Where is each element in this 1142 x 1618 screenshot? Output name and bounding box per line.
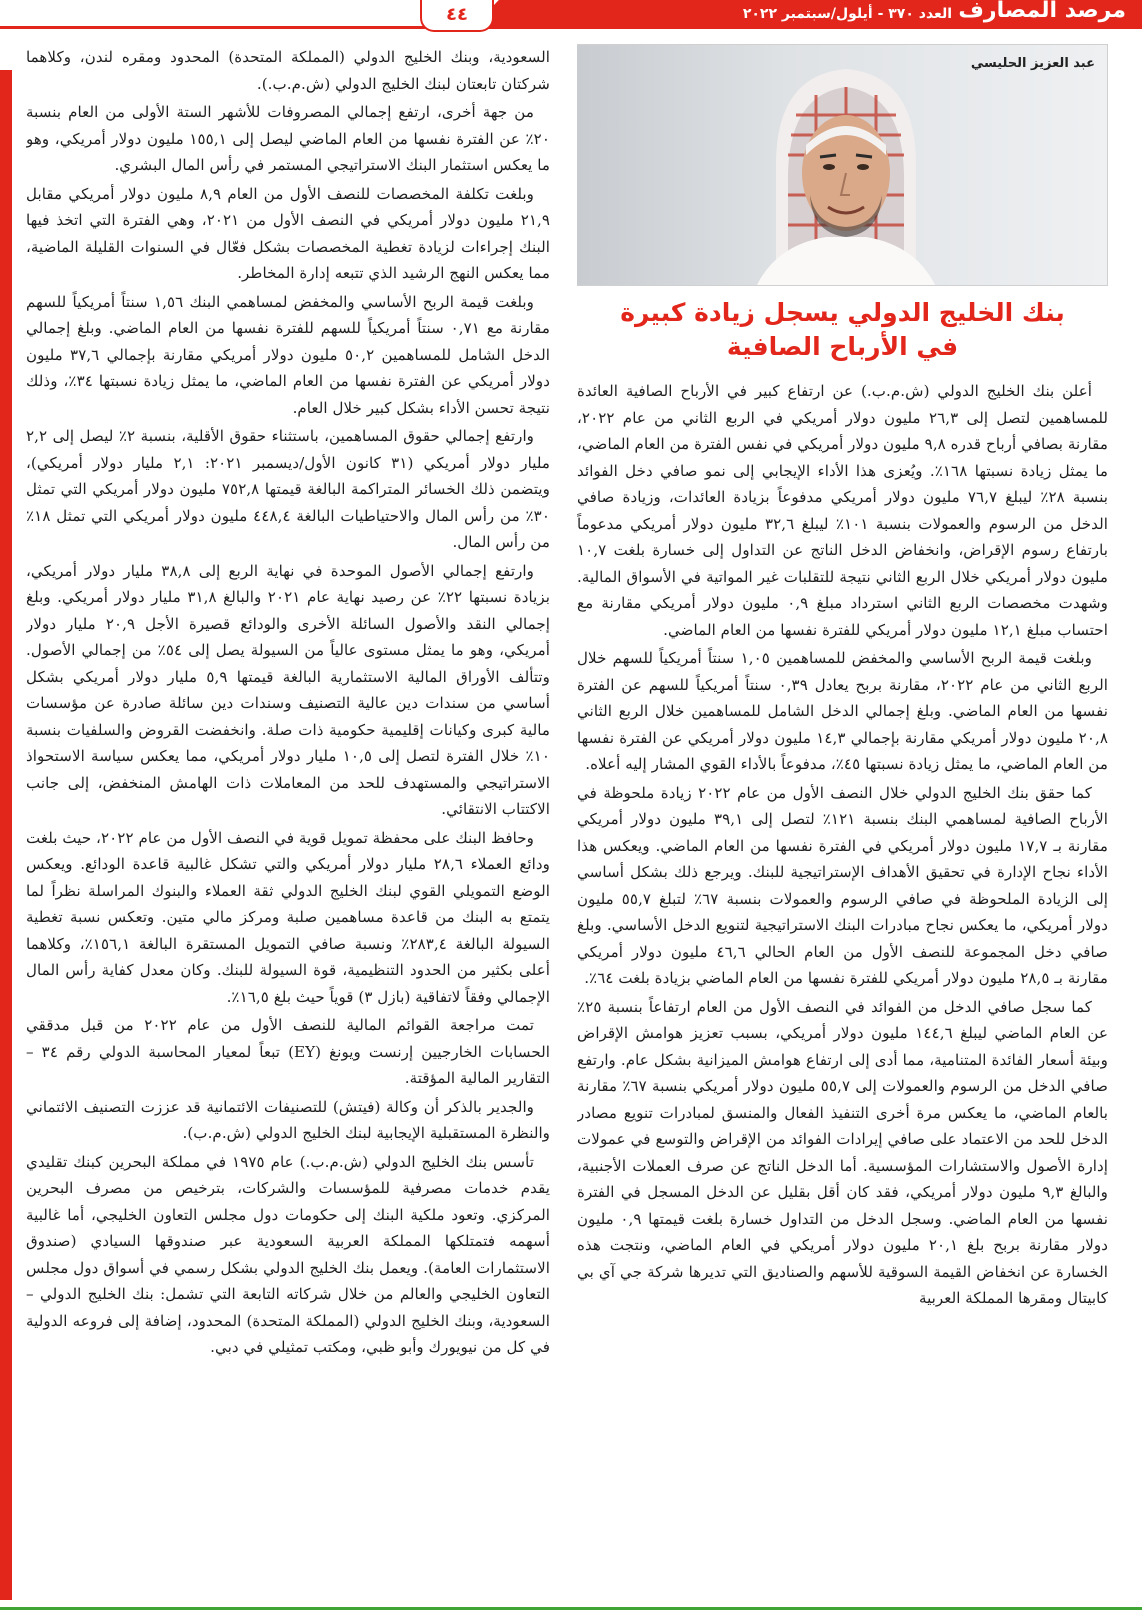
paragraph: وبلغت قيمة الربح الأساسي والمخفض لمساهمي البنك ١,٥٦ سنتاً أمريكياً للسهم مقارنة مع ٠,٧١ سنتاً أمريكياً للسهم للفترة نفسها من العام الماضي. وبلغ إجمالي الدخل الشامل للمساهمين ٥٠,٢ مليون دولار أمريكي مقارنة بإجمالي ٣٧,٦ مليون دولار أمريكي عن الفترة نفسها من العام الماضي، ما يمثل زيادة نسبتها ٣٤٪، وذلك نتيجة تحسن الأداء بشكل كبير خلال العام. <box>26 292 550 417</box>
page-number: ٤٤ <box>420 0 494 32</box>
headline-line-1: بنك الخليج الدولي يسجل زيادة كبيرة <box>620 298 1065 327</box>
page-header <box>0 0 1142 40</box>
executive-photo <box>577 44 1108 286</box>
paragraph: السعودية، وبنك الخليج الدولي (المملكة المتحدة) المحدود ومقره لندن، وكلاهما شركتان تابعتان لبنك الخليج الدولي (ش.م.ب.). <box>26 48 550 93</box>
paragraph: أعلن بنك الخليج الدولي (ش.م.ب.) عن ارتفاع كبير في الأرباح الصافية العائدة للمساهمين لتصل إلى ٢٦,٣ مليون دولار أمريكي في الربع الثاني من عام ٢٠٢٢، مقارنة بصافي أرباح قدره ٩,٨ مليون دولار أمريكي في نفس الفترة من العام الماضي، ما يمثل زيادة نسبتها ١٦٨٪. ويُعزى هذا الأداء الإيجابي إلى نمو صافي دخل الفوائد بنسبة ٢٨٪ ليبلغ ٧٦,٧ مليون دولار أمريكي مدفوعاً بزيادة العائدات، وزيادة صافي الدخل من الرسوم والعمولات بنسبة ١٠١٪ ليبلغ ٣٢,٦ مليون دولار أمريكي مدعوماً بارتفاع رسوم الإقراض، وانخفاض الدخل الناتج عن التداول إلى خسارة بلغت ١٠,٧ مليون دولار أمريكي خلال الربع الثاني نتيجة للتقلبات غير المواتية في الأسواق المالية. وشهدت مخصصات الربع الثاني استرداد مبلغ ٠,٩ مليون دولار أمريكي مقارنة مع احتساب مبلغ ١٢,١ مليون دولار أمريكي للفترة نفسها من العام الماضي. <box>577 382 1108 639</box>
footer-rule <box>0 1607 1142 1610</box>
headline-line-2: في الأرباح الصافية <box>726 332 959 361</box>
photo-caption: عبد العزيز الحليسي <box>970 56 1095 71</box>
paragraph: وارتفع إجمالي حقوق المساهمين، باستثناء حقوق الأقلية، بنسبة ٢٪ ليصل إلى ٢,٢ مليار دولار أمريكي (٣١ كانون الأول/ديسمبر ٢٠٢١: ٢,١ مليار دولار أمريكي)، ويتضمن ذلك الخسائر المتراكمة البالغة قيمتها ٧٥٢,٨ مليون دولار أمريكي التي تمثل ٣٠٪ من رأس المال والاحتياطيات البالغة ٤٤٨,٤ مليون دولار أمريكي التي تمثل ١٨٪ من رأس المال. <box>26 427 550 551</box>
paragraph: وحافظ البنك على محفظة تمويل قوية في النصف الأول من عام ٢٠٢٢، حيث بلغت ودائع العملاء ٢٨,٦ مليار دولار أمريكي والتي تشكل غالبية قاعدة الودائع. ويعكس الوضع التمويلي القوي لبنك الخليج الدولي ثقة العملاء والبنوك المراسلة نظراً لما يتمتع به البنك من قاعدة مساهمين صلبة ومركز مالي متين. وتعكس نسبة تغطية السيولة البالغة ٢٨٣,٤٪ ونسبة صافي التمويل المستقرة البالغة ١٥٦,١٪، وكلاهما أعلى بكثير من الحدود التنظيمية، قوة السيولة للبنك. وكان معدل كفاية رأس المال الإجمالي وفقاً لاتفاقية (بازل ٣) قوياً حيث بلغ ١٦,٥٪. <box>26 828 550 1006</box>
paragraph: وبلغت تكلفة المخصصات للنصف الأول من العام ٨,٩ مليون دولار أمريكي مقابل ٢١,٩ مليون دولار أمريكي في النصف الأول من ٢٠٢١، وهي الفترة التي اتخذ فيها البنك إجراءات لزيادة تغطية المخصصات بشكل فعّال في السنوات القليلة الماضية، مما يعكس النهج الرشيد الذي تتبعه إدارة المخاطر. <box>26 184 550 282</box>
magazine-title: مرصد المصارف <box>958 0 1126 23</box>
paragraph: والجدير بالذكر أن وكالة (فيتش) للتصنيفات الائتمانية قد عززت التصنيف الائتماني والنظرة المستقبلية الإيجابية لبنك الخليج الدولي (ش.م.ب). <box>26 1097 550 1142</box>
paragraph: كما حقق بنك الخليج الدولي خلال النصف الأول من عام ٢٠٢٢ زيادة ملحوظة في الأرباح الصافية لمساهمي البنك بنسبة ١٢١٪ لتصل إلى ٣٩,١ مليون دولار أمريكي مقارنة بـ ١٧,٧ مليون دولار أمريكي في الفترة نفسها من العام الماضي. ويعكس هذا الأداء نجاح الإدارة في تحقيق الأهداف الإستراتيجية للبنك. ويرجع ذلك بشكل أساسي إلى الزيادة الملحوظة في صافي الرسوم والعمولات بنسبة ٦٧٪ لتبلغ ٥٥,٧ مليون دولار أمريكي، ما يعكس نجاح مبادرات البنك الاستراتيجية لتنويع الدخل الأساسي. وبلغ صافي دخل المجموعة للنصف الأول من العام الحالي ٤٦,٦ مليون دولار أمريكي مقارنة بـ ٢٨,٥ مليون دولار أمريكي للفترة نفسها من العام الماضي بزيادة بلغت ٦٤٪. <box>577 783 1108 987</box>
paragraph: كما سجل صافي الدخل من الفوائد في النصف الأول من العام ارتفاعاً بنسبة ٢٥٪ عن العام الماضي ليبلغ ١٤٤,٦ مليون دولار أمريكي، بسبب تعزيز هوامش الإقراض وبيئة أسعار الفائدة المتنامية، مما أدى إلى ارتفاع هوامش الميزانية بشكل عام. وارتفع صافي الدخل من الرسوم والعمولات إلى ٥٥,٧ مليون دولار أمريكي بنسبة ٦٧٪ مقارنة بالعام الماضي، ما يعكس مرة أخرى التنفيذ الفعال والمنسق لمبادرات تنويع مصادر الدخل للحد من الاعتماد على صافي إيرادات الفوائد من الإقراض والتوسع في عمولات إدارة الأصول والاستشارات المؤسسية. أما الدخل الناتج عن صرف العملات الأجنبية، والبالغ ٩,٣ مليون دولار أمريكي، فقد كان أقل بقليل عن الدخل المسجل في الفترة نفسها من العام الماضي. وسجل الدخل من التداول خسارة بلغت قيمتها ٠,٩ مليون دولار مقارنة بربح بلغ ٢٠,١ مليون دولار أمريكي في العام الماضي، ونتجت هذه الخسارة عن انخفاض القيمة السوقية للأسهم والصناديق التي تديرها شركة جي آي بي كابيتال ومقرها المملكة العربية <box>577 997 1108 1307</box>
left-column <box>26 44 550 1604</box>
left-margin-bar <box>0 70 12 1600</box>
paragraph: وبلغت قيمة الربح الأساسي والمخفض للمساهمين ١,٠٥ سنتاً أمريكياً للسهم خلال الربع الثاني من عام ٢٠٢٢، مقارنة بربح يعادل ٠,٣٩ سنتاً أمريكياً للسهم عن الفترة نفسها من العام الماضي. وبلغ إجمالي الدخل الشامل للمساهمين خلال الربع الثاني ٢٠,٨ مليون دولار أمريكي مقارنة بإجمالي ١٤,٣ مليون دولار أمريكي عن الفترة نفسها من العام الماضي، ما يمثل زيادة نسبتها ٤٥٪، مدفوعاً بالأداء القوي المشار إليه أعلاه. <box>577 649 1108 773</box>
right-column <box>577 44 1108 1604</box>
paragraph: تمت مراجعة القوائم المالية للنصف الأول من عام ٢٠٢٢ من قبل مدققي الحسابات الخارجيين إرنست ويونغ (EY) تبعاً لمعيار المحاسبة الدولي رقم ٣٤ – التقارير المالية المؤقتة. <box>26 1016 550 1087</box>
paragraph: تأسس بنك الخليج الدولي (ش.م.ب.) عام ١٩٧٥ في مملكة البحرين كبنك تقليدي يقدم خدمات مصرفية للمؤسسات والشركات، بترخيص من مصرف البحرين المركزي. وتعود ملكية البنك إلى حكومات دول مجلس التعاون الخليجي، أما غالبية أسهمه فتمتلكها المملكة العربية السعودية عبر صندوقها السيادي (صندوق الاستثمارات العامة). ويعمل بنك الخليج الدولي بشكل رسمي في أسواق دول مجلس التعاون الخليجي والعالم من خلال شركاته التابعة التي تشمل: بنك الخليج الدولي – السعودية، وبنك الخليج الدولي (المملكة المتحدة) المحدود، إضافة إلى فروعه الدولية في كل من نيويورك وأبو ظبي، ومكتب تمثيلي في دبي. <box>26 1152 550 1356</box>
header-rule <box>0 26 1142 29</box>
paragraph: وارتفع إجمالي الأصول الموحدة في نهاية الربع إلى ٣٨,٨ مليار دولار أمريكي، بزيادة نسبتها ٢٢٪ عن رصيد نهاية عام ٢٠٢١ والبالغ ٣١,٨ مليار دولار أمريكي. وبلغ إجمالي النقد والأصول السائلة الأخرى والودائع قصيرة الأجل ٢٠,٩ مليار دولار أمريكي، وهو ما يمثل مستوى عالياً من السيولة يصل إلى ٥٤٪ من إجمالي الأصول. وتتألف الأوراق المالية الاستثمارية البالغة قيمتها ٥,٩ مليار دولار أمريكي بشكل أساسي من سندات دين عالية التصنيف وسندات دين سائلة صادرة عن مؤسسات مالية كبرى وكيانات إقليمية حكومية ذات صلة. وانخفضت القروض والسلفيات بنسبة ١٠٪ خلال الفترة لتصل إلى ١٠,٥ مليار دولار أمريكي، مما يعكس سياسة الاستحواذ الاستراتيجي والمستهدف للحد من المعاملات ذات الهامش المنخفض، إلى جانب الاكتتاب الانتقائي. <box>26 561 550 818</box>
person-portrait-image <box>736 55 956 286</box>
article-headline <box>577 296 1108 364</box>
paragraph: من جهة أخرى، ارتفع إجمالي المصروفات للأشهر الستة الأولى من العام بنسبة ٢٠٪ عن الفترة نفسها من العام الماضي ليصل إلى ١٥٥,١ مليون دولار أمريكي، وهو ما يعكس استثمار البنك الاستراتيجي المستمر في رأس المال البشري. <box>26 103 550 174</box>
issue-info: العدد ٣٧٠ - أيلول/سبتمبر ٢٠٢٢ <box>742 6 952 22</box>
